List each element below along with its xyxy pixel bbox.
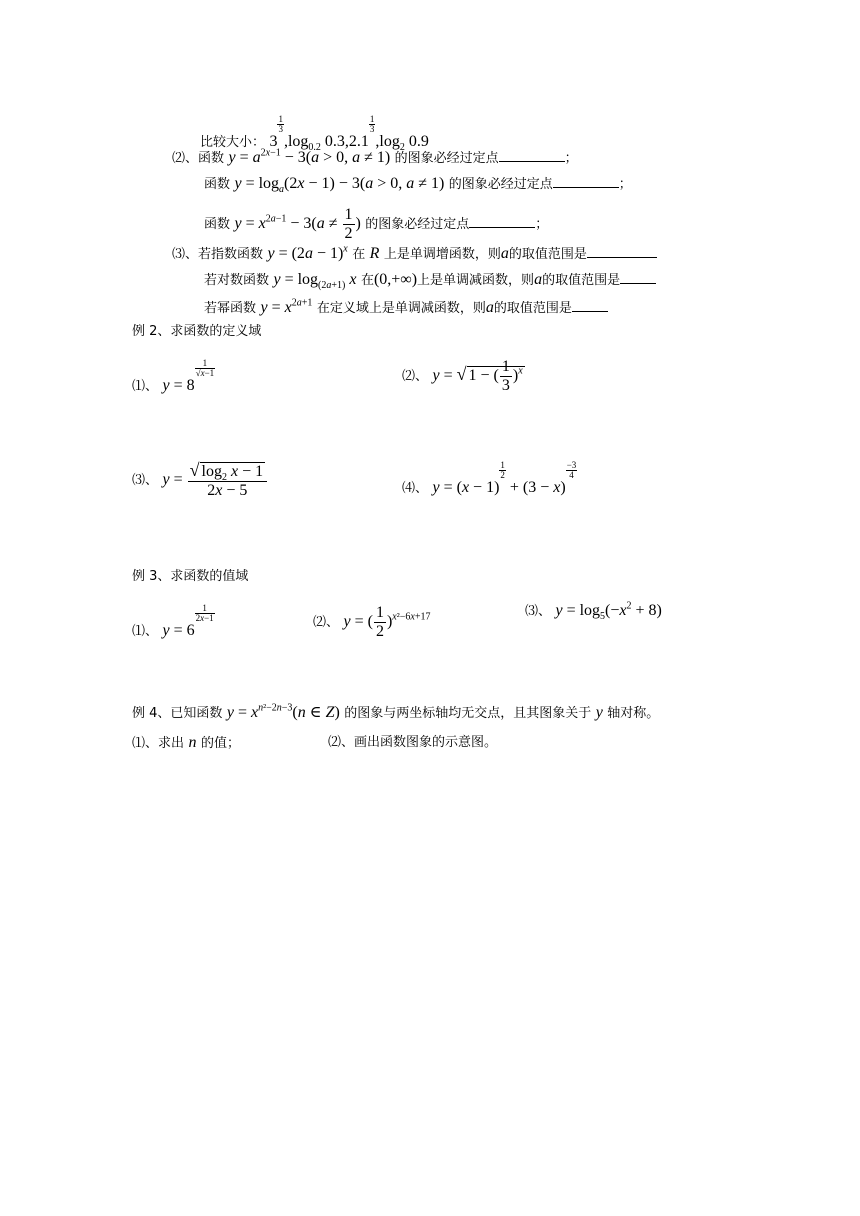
ex3-item-3: ⑶、 $y = \log_5(-x^2 + 8)$: [525, 600, 662, 623]
formula-power-mono: $y = x^{2a+1}$: [260, 297, 313, 316]
example-3-heading: 例 3、求函数的值域: [132, 569, 249, 584]
formula-d1: y = 8 $\frac{1}{√x-1}$: [162, 358, 215, 394]
formula-log-fixed: $y = \log_a(2x - 1) - 3(a > 0$, a ≠ 1): [234, 175, 445, 196]
formula-exp-mono: $y = (2a - 1)^x$: [267, 243, 348, 262]
answer-blank: [587, 245, 657, 258]
p2-label: ⑵、函数: [172, 151, 225, 166]
ex3-item-2: ⑵、 y = ( $\frac{1}{2}$ )$^{x^2-6x+17}$: [313, 604, 431, 640]
ex2-item-4: ⑷、 y = (x − 1) $\frac{1}{2}$ + (3 − x) $\frac{-3}{4}$: [402, 460, 577, 496]
formula-exp-fixed: $y = a^{2x-1} - 3(a > 0$, a ≠ 1): [228, 147, 391, 166]
compare-expression: 3 $\frac{1}{3}$ $,\log_{0.2}$ 0.3,2.1 $\frac{1}{3}$ $,\log_2$ 0.9: [269, 114, 429, 154]
example-4-statement: 例 4、已知函数 $y = x^{n^2-2n-3}(n$ ∈ Z) 的图象与两坐标轴均无交点，且其图象关于 y 轴对称。: [132, 702, 660, 721]
fixed-point-line-3: 函数 $y = x^{2a-1} - 3(a$ ≠ $\frac{1}{2}$ ) 的图象必经过定点 ；: [204, 206, 549, 242]
formula-r2: y = ( $\frac{1}{2}$ )$^{x^2-6x+17}$: [343, 604, 431, 640]
formula-e4: $y = x^{n^2-2n-3}(n$ ∈ Z): [226, 702, 340, 721]
ex3-item-1: ⑴、 y = 6 $\frac{1}{2x-1}$: [132, 603, 214, 639]
monotonic-line-3: 若幂函数 $y = x^{2a+1}$ 在定义域上是单调减函数，则a的取值范围是: [204, 299, 608, 318]
formula-d2: y = √ 1 − ( $\frac{1}{3}$ )$^x$: [432, 358, 523, 394]
formula-r3: $y = \log_5(-x^2 + 8)$: [555, 600, 662, 623]
answer-blank: [469, 215, 535, 228]
ex2-item-2: ⑵、 y = √ 1 − ( $\frac{1}{3}$ )$^x$: [402, 358, 523, 394]
fixed-point-text: 的图象必经过定点: [394, 151, 499, 166]
compare-label: 比较大小：: [200, 135, 266, 150]
ex2-item-3: ⑶、 y = $\frac{√ \log_2 x - 1}{2x - 5}$: [132, 461, 268, 500]
formula-log-mono: $y = \log_{(2a+1)} x$: [273, 271, 357, 292]
formula-d3: y = $\frac{√ \log_2 x - 1}{2x - 5}$: [162, 471, 268, 488]
fixed-point-line-2: 函数 $y = \log_a(2x - 1) - 3(a > 0$, a ≠ 1) 的图象必经过定点 ；: [204, 175, 632, 196]
answer-blank: [499, 149, 565, 162]
example-2-heading: 例 2、求函数的定义域: [132, 324, 262, 339]
formula-r1: y = 6 $\frac{1}{2x-1}$: [162, 603, 214, 639]
answer-blank: [620, 271, 656, 284]
answer-blank: [553, 175, 619, 188]
answer-blank: [572, 299, 608, 312]
monotonic-line-2: 若对数函数 $y = \log_{(2a+1)} x$ 在(0,+∞)上是单调减函数，则a的取值范围是: [204, 271, 656, 290]
fixed-point-line-1: ⑵、函数 $y = a^{2x-1} - 3(a > 0$, a ≠ 1) 的图象必经过定点 ；: [172, 147, 578, 166]
ex4-item-2: ⑵、画出函数图象的示意图。: [328, 735, 498, 750]
ex4-item-1: ⑴、求出 n 的值；: [132, 734, 240, 751]
formula-d4: y = (x − 1) $\frac{1}{2}$ + (3 − x) $\frac{-3}{4}$: [432, 460, 577, 496]
compare-line: [200, 115, 429, 152]
ex2-item-1: ⑴、 y = 8 $\frac{1}{√x-1}$: [132, 358, 215, 394]
monotonic-line-1: ⑶、若指数函数 $y = (2a - 1)^x$ 在 R 上是单调增函数，则a的取值范围是: [172, 245, 657, 264]
formula-power-fixed: $y = x^{2a-1} - 3(a$ ≠ $\frac{1}{2}$ ): [234, 206, 361, 242]
